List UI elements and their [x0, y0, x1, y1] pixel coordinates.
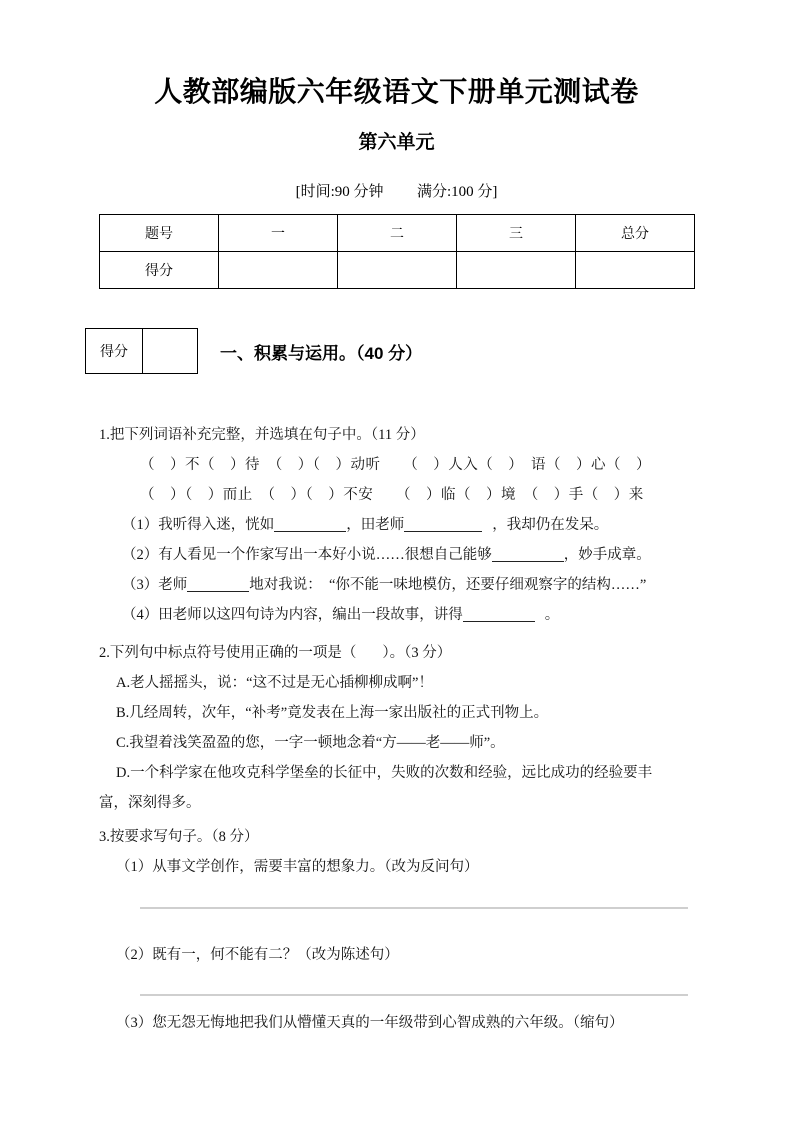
sub-1-text-b: ，田老师	[346, 517, 405, 533]
header-cell-3: 三	[457, 215, 576, 252]
answer-blank[interactable]	[187, 576, 249, 592]
sub-1-text-c: ，我却仍在发呆。	[492, 517, 609, 533]
exam-time: [时间:90 分钟	[295, 184, 384, 200]
question-3-stem: 3.按要求写句子。（8 分）	[99, 829, 259, 845]
sub-1-text-a: （1）我听得入迷，恍如	[122, 517, 275, 533]
question-3-sub-2: （2）既有一，何不能有二？（改为陈述句）	[116, 947, 399, 963]
question-2-option-a[interactable]: A.老人摇摇头，说：“这不过是无心插柳柳成啊”！	[116, 675, 433, 691]
section-one-header	[85, 328, 422, 374]
page-subtitle: 第六单元	[358, 132, 435, 153]
score-cell-total[interactable]	[576, 252, 695, 289]
answer-line-2[interactable]	[140, 994, 688, 996]
score-cell-2[interactable]	[338, 252, 457, 289]
question-2-stem-a: 2.下列句中标点符号使用正确的一项是（	[99, 645, 357, 661]
question-2-stem	[99, 638, 793, 668]
question-3-sub-3-block	[0, 1008, 793, 1038]
section-score-input[interactable]	[143, 329, 197, 373]
sub-4-text-a: （4）田老师以这四句诗为内容，编出一段故事，讲得	[122, 607, 463, 623]
answer-blank[interactable]	[274, 516, 346, 532]
question-1-sub-1	[122, 510, 793, 540]
question-2-option-c[interactable]: C.我望着浅笑盈盈的您，一字一顿地念着“方——老——师”。	[116, 735, 505, 751]
sub-4-text-b: 。	[544, 607, 560, 623]
row-label: 得分	[100, 252, 219, 289]
question-3	[0, 822, 793, 882]
sub-2-text-b: ，妙手成章。	[563, 547, 651, 563]
question-1-sub-2	[122, 540, 793, 570]
exam-total-score: 满分:100 分]	[417, 184, 498, 200]
section-one-title: 一、积累与运用。（40 分）	[220, 343, 423, 363]
question-2-option-d-cont: 富，深刻得多。	[99, 795, 201, 811]
question-3-sub-3: （3）您无怨无悔地把我们从懵懂天真的一年级带到心智成熟的六年级。（缩句）	[116, 1015, 624, 1031]
question-3-sub-2-block	[0, 940, 793, 970]
question-3-sub-1: （1）从事文学创作，需要丰富的想象力。（改为反问句）	[116, 859, 479, 875]
answer-line-1[interactable]	[140, 907, 688, 909]
header-cell-total: 总分	[576, 215, 695, 252]
table-row	[100, 252, 695, 289]
question-1-sub-4	[122, 600, 793, 630]
row-label: 题号	[100, 215, 219, 252]
question-2-option-b[interactable]: B.几经周转，次年，“补考”竟发表在上海一家出版社的正式刊物上。	[116, 705, 549, 721]
header-cell-2: 二	[338, 215, 457, 252]
question-2	[0, 638, 793, 818]
exam-meta	[0, 180, 793, 201]
question-1-stem: 1.把下列词语补充完整，并选填在句子中。（11 分）	[99, 427, 425, 443]
sub-3-text-a: （3）老师	[122, 577, 188, 593]
question-2-stem-b: ）。（3 分）	[382, 645, 452, 661]
question-1-sub-3	[122, 570, 793, 600]
score-cell-1[interactable]	[219, 252, 338, 289]
section-score-label: 得分	[86, 329, 143, 373]
table-row	[100, 215, 695, 252]
section-score-box	[85, 328, 198, 374]
sub-3-text-b: 地对我说： “你不能一味地模仿，还要仔细观察字的结构……”	[249, 577, 647, 593]
answer-blank[interactable]	[463, 606, 535, 622]
answer-blank[interactable]	[492, 546, 564, 562]
answer-blank[interactable]	[404, 516, 482, 532]
sub-2-text-a: （2）有人看见一个作家写出一本好小说……很想自己能够	[122, 547, 492, 563]
header-cell-1: 一	[219, 215, 338, 252]
question-1-idiom-row-2: （ ）（ ）而止 （ ）（ ）不安 （ ）临（ ）境 （ ）手（ ）来	[140, 487, 644, 503]
page-title: 人教部编版六年级语文下册单元测试卷	[154, 76, 639, 107]
score-cell-3[interactable]	[457, 252, 576, 289]
question-1	[0, 420, 793, 630]
question-1-idiom-row-1: （ ）不（ ）待 （ ）（ ）动听 （ ）人入（ ） 语（ ）心（ ）	[140, 457, 651, 473]
score-table	[99, 214, 695, 289]
question-2-option-d[interactable]: D.一个科学家在他攻克科学堡垒的长征中，失败的次数和经验，远比成功的经验要丰	[116, 765, 653, 781]
